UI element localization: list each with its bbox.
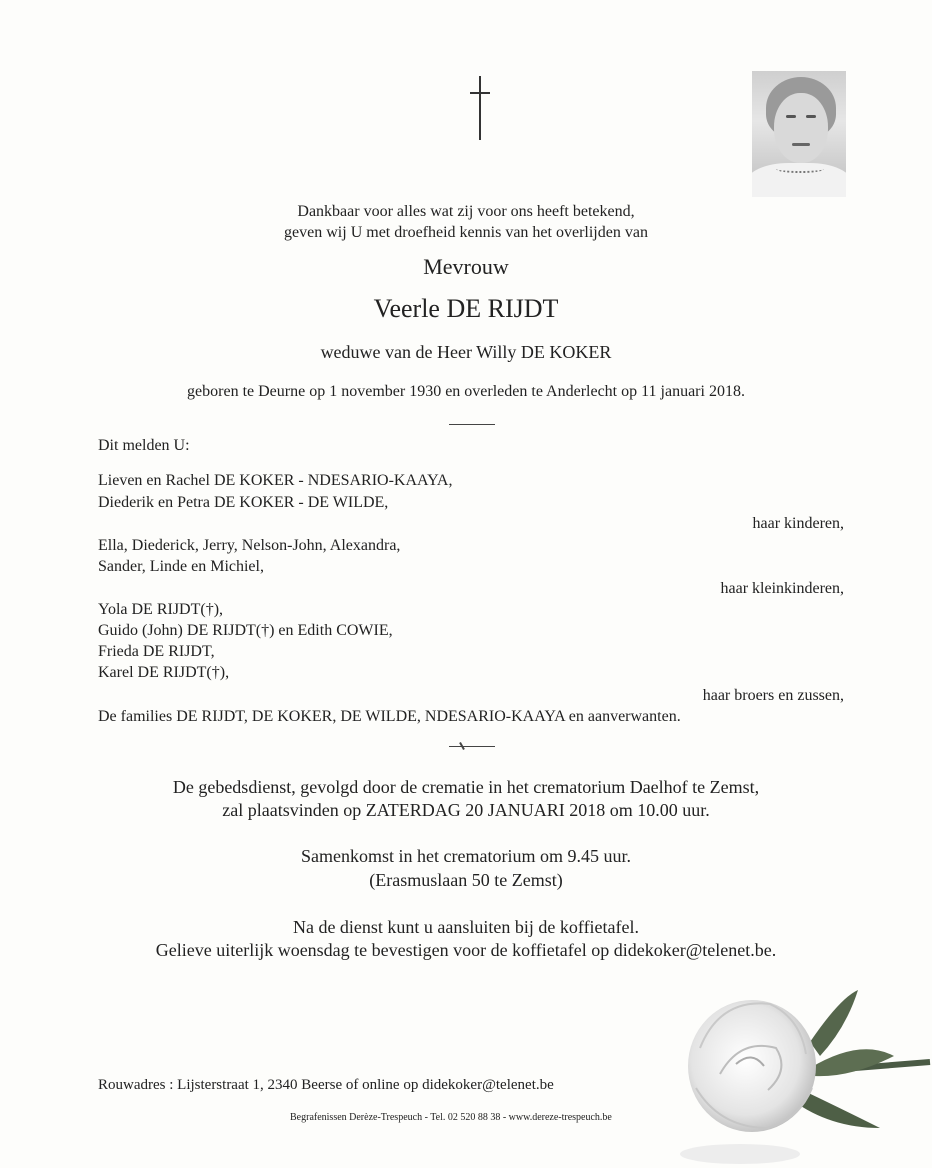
grandchildren-line-2: Sander, Linde en Michiel,: [98, 558, 264, 575]
salutation: Mevrouw: [423, 254, 509, 279]
widow-line: weduwe van de Heer Willy DE KOKER: [320, 342, 612, 362]
grandchildren-label: haar kleinkinderen,: [720, 580, 844, 597]
ornament-divider: [449, 746, 495, 747]
service-line-2: zal plaatsvinden op ZATERDAG 20 JANUARI 2018 om 10.00 uur.: [222, 800, 710, 820]
siblings-label: haar broers en zussen,: [702, 687, 844, 704]
portrait-photo: [752, 71, 846, 197]
children-label: haar kinderen,: [752, 515, 844, 532]
gathering-line-1: Samenkomst in het crematorium om 9.45 uur.: [301, 846, 631, 866]
white-rose-image: [680, 978, 932, 1168]
service-line-1: De gebedsdienst, gevolgd door de crematie in het crematorium Daelhof te Zemst,: [172, 777, 760, 797]
deceased-name: Veerle DE RIJDT: [373, 294, 559, 323]
children-line-1: Lieven en Rachel DE KOKER - NDESARIO-KAAYA,: [98, 472, 453, 489]
intro-line-1: Dankbaar voor alles wat zij voor ons heeft betekend,: [297, 203, 635, 220]
families-line: De families DE RIJDT, DE KOKER, DE WILDE, NDESARIO-KAAYA en aanverwanten.: [98, 708, 681, 725]
announcement-intro: Dit melden U:: [98, 437, 190, 454]
coffee-line-2: Gelieve uiterlijk woensdag te bevestigen voor de koffietafel op didekoker@telenet.be.: [155, 940, 777, 960]
sibling-line-3: Frieda DE RIJDT,: [98, 643, 215, 660]
grandchildren-line-1: Ella, Diederick, Jerry, Nelson-John, Alexandra,: [98, 537, 401, 554]
gathering-line-2: (Erasmuslaan 50 te Zemst): [369, 870, 563, 890]
sibling-line-2: Guido (John) DE RIJDT(†) en Edith COWIE,: [98, 622, 393, 639]
sibling-line-1: Yola DE RIJDT(†),: [98, 601, 224, 618]
intro-line-2: geven wij U met droefheid kennis van het overlijden van: [284, 224, 648, 241]
divider: [449, 424, 495, 425]
children-line-2: Diederik en Petra DE KOKER - DE WILDE,: [98, 494, 389, 511]
mourning-address: Rouwadres : Lijsterstraat 1, 2340 Beerse of online op didekoker@telenet.be: [98, 1077, 554, 1093]
birth-death-line: geboren te Deurne op 1 november 1930 en overleden te Anderlecht op 11 januari 2018.: [187, 383, 745, 400]
coffee-line-1: Na de dienst kunt u aansluiten bij de koffietafel.: [292, 917, 640, 937]
sibling-line-4: Karel DE RIJDT(†),: [98, 664, 230, 681]
cross-icon: [470, 76, 490, 140]
undertaker-info: Begrafenissen Derèze-Trespeuch - Tel. 02 520 88 38 - www.dereze-trespeuch.be: [290, 1112, 612, 1123]
